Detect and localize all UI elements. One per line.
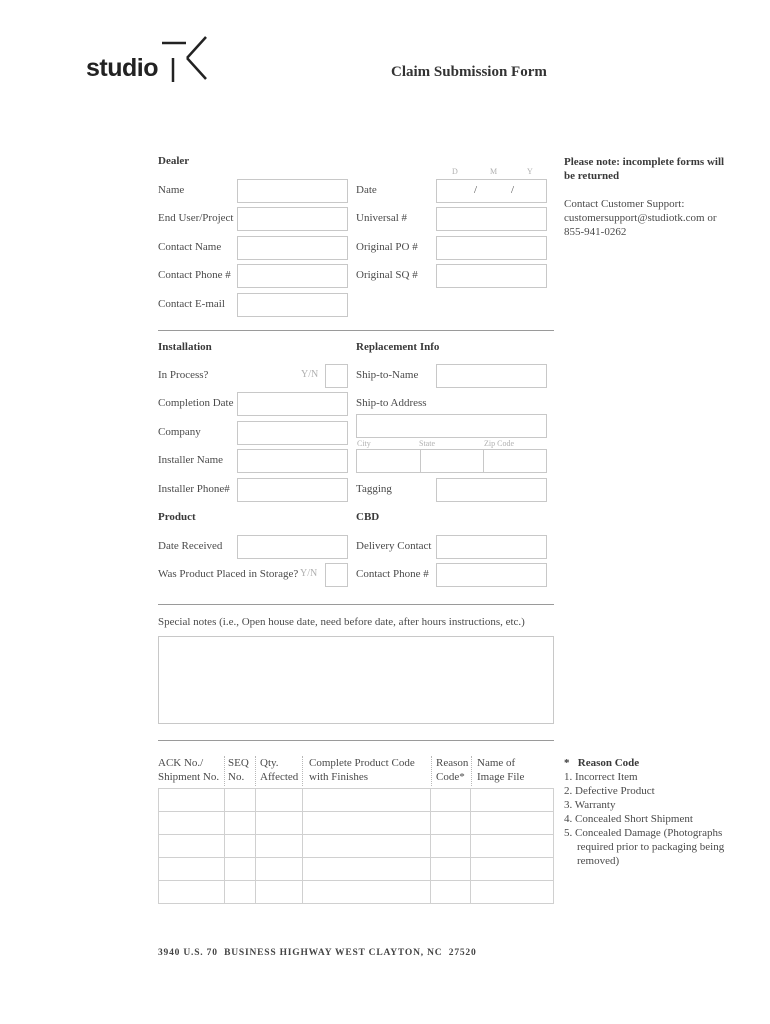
table-cell[interactable] [471,812,554,835]
table-cell[interactable] [224,789,255,812]
date-label: Date [356,184,377,196]
table-cell[interactable] [302,881,431,904]
ship-to-name-field[interactable] [436,364,547,388]
cbd-contact-phone-label: Contact Phone # [356,568,429,580]
table-cell[interactable] [471,835,554,858]
in-process-field[interactable] [325,364,348,388]
table-cell[interactable] [302,858,431,881]
company-label: Company [158,426,201,438]
table-cell[interactable] [224,835,255,858]
section-divider-1 [158,330,554,331]
table-cell[interactable] [302,835,431,858]
table-cell[interactable] [159,812,225,835]
installer-name-field[interactable] [237,449,348,473]
original-sq-field[interactable] [436,264,547,288]
original-po-field[interactable] [436,236,547,260]
table-cell[interactable] [431,789,471,812]
date-d-hint: D [452,167,458,176]
date-received-field[interactable] [237,535,348,559]
delivery-contact-field[interactable] [436,535,547,559]
table-cell[interactable] [431,858,471,881]
header-reason-code: Reason Code* [436,757,469,783]
ship-to-address-label: Ship-to Address [356,397,427,409]
reason-code-title: * Reason Code [564,757,640,769]
table-cell[interactable] [431,881,471,904]
reason-code-list [564,770,730,868]
tagging-label: Tagging [356,483,392,495]
header-separator [255,756,256,786]
storage-label: Was Product Placed in Storage? [158,568,299,580]
date-separator-1: / [474,184,478,196]
table-cell[interactable] [431,812,471,835]
contact-phone-label: Contact Phone # [158,269,231,281]
special-notes-label: Special notes (i.e., Open house date, need before date, after hours instructions, etc.) [158,616,525,628]
reason-code-item: 2. Defective Product [564,785,655,797]
contact-name-label: Contact Name [158,241,222,253]
date-field[interactable] [436,179,547,203]
table-cell[interactable] [302,789,431,812]
table-cell[interactable] [224,812,255,835]
header-seq-no: SEQ No. [228,757,249,783]
support-label: Contact Customer Support: [564,198,685,210]
completion-date-label: Completion Date [158,397,234,409]
date-separator-2: / [511,184,515,196]
name-label: Name [158,184,185,196]
section-divider-3 [158,740,554,741]
table-cell[interactable] [159,789,225,812]
dealer-heading: Dealer [158,155,190,167]
reason-code-item: 5. Concealed Damage (Photographs required prior to packaging being removed) [564,827,725,867]
ship-to-name-label: Ship-to-Name [356,369,419,381]
end-user-label: End User/Project [158,212,234,224]
zip-field[interactable] [483,449,547,473]
table-cell[interactable] [302,812,431,835]
table-cell[interactable] [255,881,302,904]
claims-table-body [159,789,554,904]
contact-phone-field[interactable] [237,264,348,288]
header-separator [224,756,225,786]
header-separator [471,756,472,786]
company-field[interactable] [237,421,348,445]
contact-name-field[interactable] [237,236,348,260]
storage-yn-hint: Y/N [300,568,318,579]
table-cell[interactable] [255,789,302,812]
reason-code-item: 1. Incorrect Item [564,771,638,783]
city-hint: City [357,439,371,448]
installation-heading: Installation [158,341,212,353]
table-row [159,835,554,858]
claims-table [158,788,554,904]
original-sq-label: Original SQ # [356,269,418,281]
table-cell[interactable] [159,835,225,858]
date-y-hint: Y [527,167,533,176]
reason-code-item: 3. Warranty [564,799,616,811]
table-cell[interactable] [431,835,471,858]
name-field[interactable] [237,179,348,203]
reason-code-item: 4. Concealed Short Shipment [564,813,693,825]
replacement-heading: Replacement Info [356,341,440,353]
logo-tk-mark [160,34,210,84]
table-cell[interactable] [224,881,255,904]
table-cell[interactable] [255,858,302,881]
table-row [159,789,554,812]
table-cell[interactable] [159,881,225,904]
support-phone: 855-941-0262 [564,226,627,238]
logo [86,54,158,83]
logo-text: studio [86,54,158,82]
table-row [159,858,554,881]
table-cell[interactable] [224,858,255,881]
universal-field[interactable] [436,207,547,231]
header-separator [431,756,432,786]
table-cell[interactable] [159,858,225,881]
table-cell[interactable] [471,858,554,881]
cbd-heading: CBD [356,511,380,523]
date-m-hint: M [490,167,498,176]
original-po-label: Original PO # [356,241,418,253]
header-separator [302,756,303,786]
installer-phone-field[interactable] [237,478,348,502]
table-row [159,812,554,835]
table-cell[interactable] [471,789,554,812]
zip-hint: Zip Code [484,439,514,448]
universal-label: Universal # [356,212,408,224]
table-row [159,881,554,904]
header-qty-affected: Qty. Affected [260,757,299,783]
support-email: customersupport@studiotk.com or [564,212,717,224]
in-process-yn-hint: Y/N [301,369,319,380]
table-cell[interactable] [471,881,554,904]
section-divider-2 [158,604,554,605]
installer-name-label: Installer Name [158,454,224,466]
table-cell[interactable] [255,835,302,858]
header-product-code: Complete Product Code with Finishes [309,757,415,783]
state-field[interactable] [420,449,484,473]
state-hint: State [419,439,435,448]
table-cell[interactable] [255,812,302,835]
tagging-field[interactable] [436,478,547,502]
in-process-label: In Process? [158,369,209,381]
header-image-file: Name of Image File [477,757,525,783]
city-field[interactable] [356,449,421,473]
footer-address: 3940 U.S. 70 BUSINESS HIGHWAY WEST CLAYTON, NC 27520 [158,948,477,958]
installer-phone-label: Installer Phone# [158,483,230,495]
incomplete-forms-note: Please note: incomplete forms will be returned [564,156,725,182]
contact-email-label: Contact E-mail [158,298,225,310]
completion-date-field[interactable] [237,392,348,416]
contact-email-field[interactable] [237,293,348,317]
special-notes-field[interactable] [158,636,554,724]
ship-to-address-field[interactable] [356,414,547,438]
end-user-field[interactable] [237,207,348,231]
delivery-contact-label: Delivery Contact [356,540,432,552]
product-heading: Product [158,511,196,523]
storage-field[interactable] [325,563,348,587]
header-ack-no: ACK No./ Shipment No. [158,757,220,783]
cbd-contact-phone-field[interactable] [436,563,547,587]
date-received-label: Date Received [158,540,223,552]
form-title: Claim Submission Form [391,64,547,80]
